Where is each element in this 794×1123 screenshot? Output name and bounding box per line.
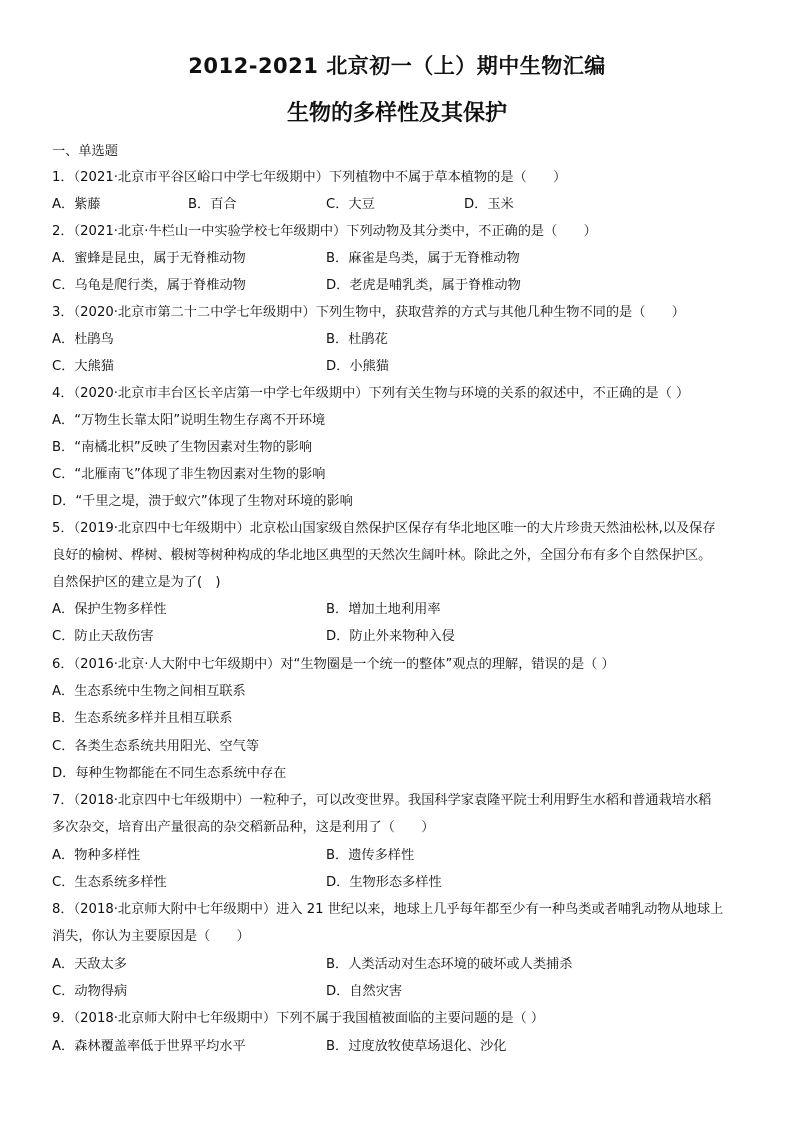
question-3-option-a: A．杜鹃鸟	[52, 332, 114, 347]
question-2-option-b: B．麻雀是鸟类，属于无脊椎动物	[326, 251, 520, 266]
question-6-option-a: A．生态系统中生物之间相互联系	[52, 684, 246, 699]
doc-title: 2012-2021 北京初一（上）期中生物汇编	[188, 54, 606, 78]
question-3-option-c: C．大熊猫	[52, 359, 114, 374]
question-3-stem: 3．（2020·北京市第二十二中学七年级期中）下列生物中，获取营养的方式与其他几种生物不同的是（ ）	[52, 305, 685, 320]
question-1-option-b: B．百合	[188, 197, 237, 212]
doc-subtitle: 生物的多样性及其保护	[286, 101, 507, 126]
question-6-option-b: B．生态系统多样并且相互联系	[52, 711, 233, 726]
question-7-stem-line-2: 多次杂交，培育出产量很高的杂交稻新品种，这是利用了（ ）	[52, 820, 435, 835]
question-1-stem: 1．（2021·北京市平谷区峪口中学七年级期中）下列植物中不属于草本植物的是（ ）	[52, 170, 567, 185]
question-4-option-c: C．“北雁南飞”体现了非生物因素对生物的影响	[52, 467, 326, 482]
question-6-option-c: C．各类生态系统共用阳光、空气等	[52, 739, 260, 754]
question-2-option-c: C．乌龟是爬行类，属于脊椎动物	[52, 278, 246, 293]
question-6-stem: 6．（2016·北京·人大附中七年级期中）对“生物圈是一个统一的整体”观点的理解，错误的是（ ）	[52, 657, 615, 672]
question-8-option-b: B．人类活动对生态环境的破坏或人类捕杀	[326, 957, 573, 972]
question-7-option-b: B．遗传多样性	[326, 848, 415, 863]
question-1-option-a: A．紫藤	[52, 197, 101, 212]
question-2-option-a: A．蜜蜂是昆虫，属于无脊椎动物	[52, 251, 246, 266]
question-6-option-d: D．每种生物都能在不同生态系统中存在	[52, 766, 287, 781]
question-5-stem-line-1: 5．（2019·北京四中七年级期中）北京松山国家级自然保护区保存有华北地区唯一的大片珍贵天然油松林,以及保存	[52, 521, 716, 536]
question-8-option-d: D．自然灾害	[326, 984, 403, 999]
question-4-option-a: A．“万物生长靠太阳”说明生物生存离不开环境	[52, 413, 326, 428]
question-3-option-b: B．杜鹃花	[326, 332, 388, 347]
question-1-option-d: D．玉米	[464, 197, 514, 212]
question-9-option-b: B．过度放牧使草场退化、沙化	[326, 1039, 507, 1054]
question-7-stem-line-1: 7．（2018·北京四中七年级期中）一粒种子，可以改变世界。我国科学家袁隆平院士利用野生水稻和普通栽培水稻	[52, 793, 712, 808]
question-5-option-c: C．防止天敌伤害	[52, 629, 154, 644]
question-3-option-d: D．小熊猫	[326, 359, 389, 374]
question-1-option-c: C．大豆	[326, 197, 375, 212]
question-5-stem-line-2: 良好的榆树、桦树、椴树等树种构成的华北地区典型的天然次生阔叶林。除此之外，全国分布有多个自然保护区。	[52, 548, 712, 563]
question-5-option-b: B．增加土地利用率	[326, 602, 441, 617]
question-8-option-c: C．动物得病	[52, 984, 128, 999]
question-4-stem: 4．（2020·北京市丰台区长辛店第一中学七年级期中）下列有关生物与环境的关系的叙述中，不正确的是（ ）	[52, 386, 690, 401]
question-4-option-b: B．“南橘北枳”反映了生物因素对生物的影响	[52, 440, 313, 455]
question-9-option-a: A．森林覆盖率低于世界平均水平	[52, 1039, 246, 1054]
question-5-option-a: A．保护生物多样性	[52, 602, 167, 617]
section-heading: 一、单选题	[52, 144, 118, 159]
question-7-option-a: A．物种多样性	[52, 848, 141, 863]
question-4-option-d: D．“千里之堤，溃于蚁穴”体现了生物对环境的影响	[52, 494, 353, 509]
question-5-option-d: D．防止外来物种入侵	[326, 629, 455, 644]
question-2-option-d: D．老虎是哺乳类，属于脊椎动物	[326, 278, 521, 293]
question-8-stem-line-1: 8．（2018·北京师大附中七年级期中）进入 21 世纪以来，地球上几乎每年都至少有一种鸟类或者哺乳动物从地球上	[52, 902, 724, 917]
question-8-stem-line-2: 消失，你认为主要原因是（ ）	[52, 929, 250, 944]
question-7-option-c: C．生态系统多样性	[52, 875, 167, 890]
question-8-option-a: A．天敌太多	[52, 957, 127, 972]
question-9-stem: 9．（2018·北京师大附中七年级期中）下列不属于我国植被面临的主要问题的是（ ）	[52, 1011, 545, 1026]
question-2-stem: 2．（2021·北京·牛栏山一中实验学校七年级期中）下列动物及其分类中，不正确的是（ ）	[52, 224, 597, 239]
question-5-stem-line-3: 自然保护区的建立是为了( )	[52, 575, 221, 590]
question-7-option-d: D．生物形态多样性	[326, 875, 442, 890]
